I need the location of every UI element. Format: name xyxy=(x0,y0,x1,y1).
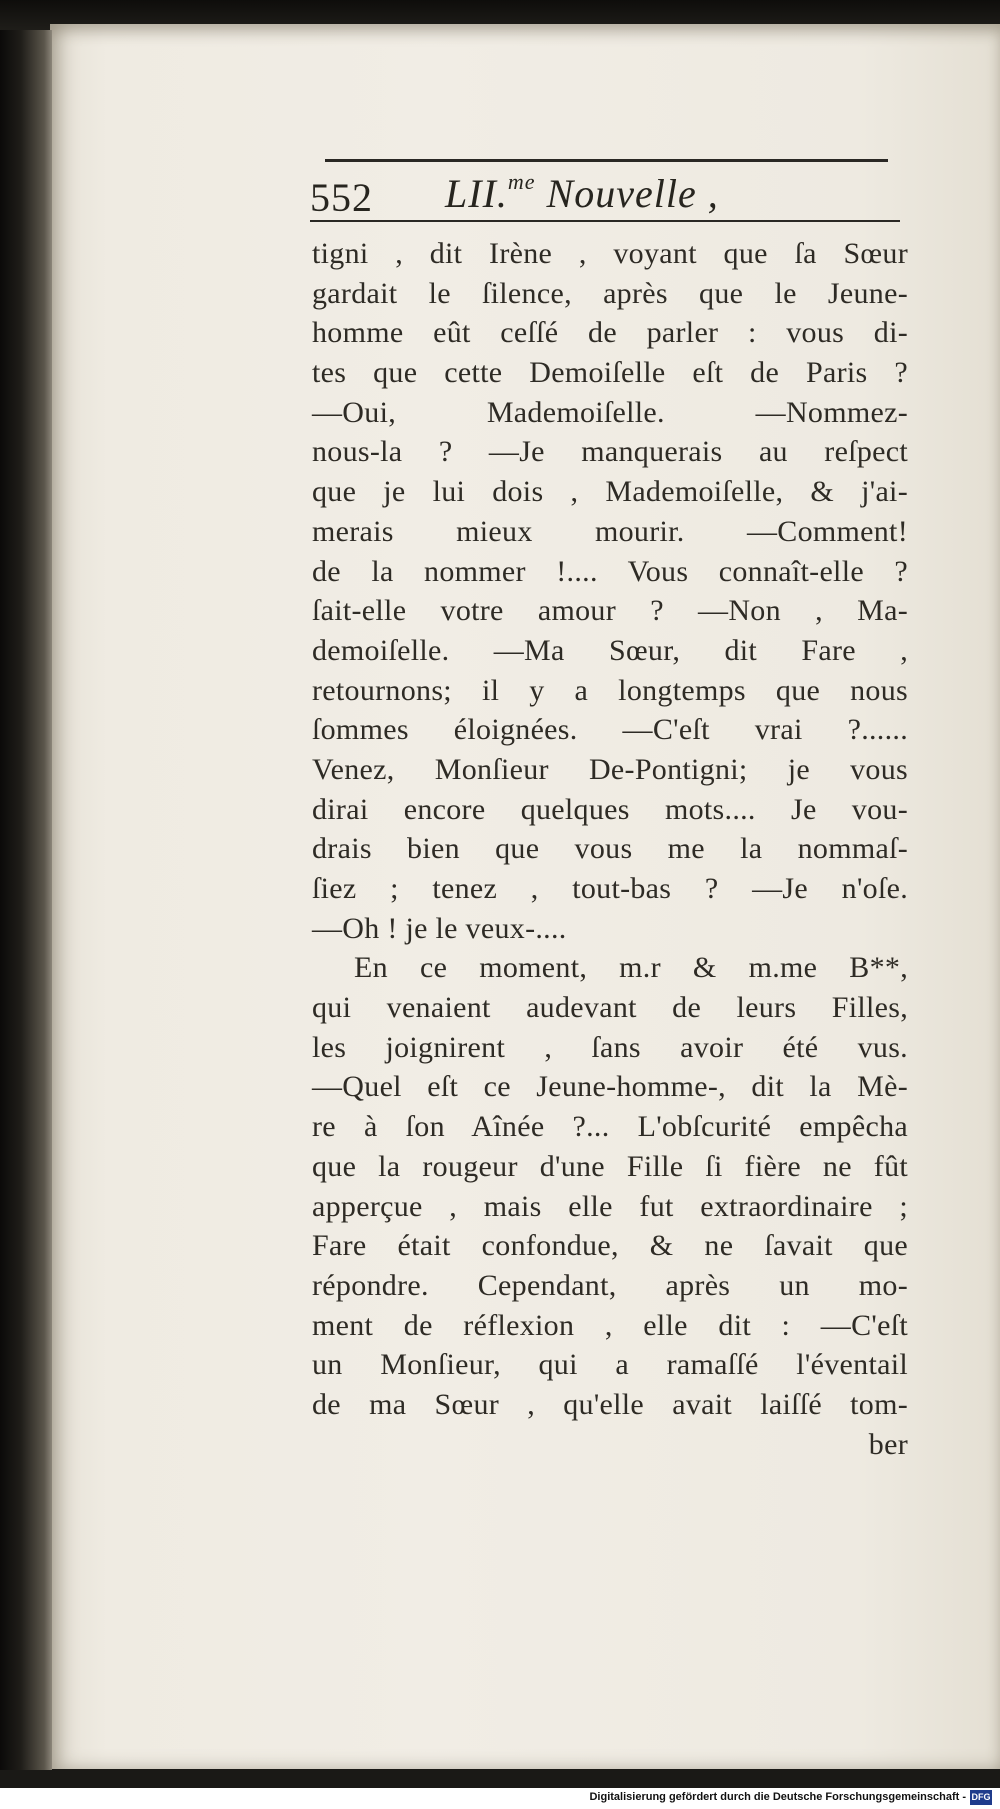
running-title-rest: Nouvelle , xyxy=(535,171,719,216)
text-line: tes que cette Demoiſelle eſt de Paris ? xyxy=(312,356,908,390)
text-line: re à ſon Aînée ?... L'obſcurité empêcha xyxy=(312,1110,908,1144)
text-line: que je lui dois , Mademoiſelle, & j'ai- xyxy=(312,475,908,509)
header-rule-bottom xyxy=(310,220,900,222)
text-line: —Oui, Mademoiſelle. —Nommez- xyxy=(312,395,908,429)
page-number: 552 xyxy=(310,175,373,220)
text-line: ſiez ; tenez , tout-bas ? —Je n'oſe. xyxy=(312,872,908,905)
text-line: que la rougeur d'une Fille ſi fière ne fût xyxy=(312,1149,908,1183)
text-line: de ma Sœur , qu'elle avait laiſſé tom- xyxy=(312,1387,908,1421)
book-binding-shadow xyxy=(0,30,52,1770)
text-line: demoiſelle. —Ma Sœur, dit Fare , xyxy=(312,633,908,667)
digitization-footer xyxy=(0,1788,1000,1809)
text-line: ſait-elle votre amour ? —Non , Ma- xyxy=(312,594,908,628)
text-line: En ce moment, m.r & m.me B**, xyxy=(354,951,908,985)
running-title-sup: me xyxy=(507,168,536,194)
body-text xyxy=(312,234,912,1464)
text-line: dirai encore quelques mots.... Je vou- xyxy=(312,792,908,826)
header-rule-top xyxy=(325,159,888,162)
text-line: les joignirent , ſans avoir été vus. xyxy=(312,1030,908,1064)
text-line: retournons; il y a longtemps que nous xyxy=(312,673,908,707)
text-line: drais bien que vous me la nommaſ- xyxy=(312,832,908,866)
text-line: Fare était confondue, & ne ſavait que xyxy=(312,1229,908,1263)
running-title xyxy=(445,170,719,217)
text-line: —Quel eſt ce Jeune-homme-, dit la Mè- xyxy=(312,1070,908,1104)
dfg-logo: DFG xyxy=(970,1790,992,1805)
text-line: gardait le ſilence, après que le Jeune- xyxy=(312,276,908,310)
text-line: un Monſieur, qui a ramaſſé l'éventail xyxy=(312,1348,908,1382)
funding-credit: Digitalisierung gefördert durch die Deutsche Forschungsgemeinschaft - xyxy=(589,1791,966,1803)
text-line: Venez, Monſieur De-Pontigni; je vous xyxy=(312,752,908,786)
text-line: merais mieux mourir. —Comment! xyxy=(312,514,908,548)
text-line: tigni , dit Irène , voyant que ſa Sœur xyxy=(312,237,908,270)
catchword: ber xyxy=(868,1427,908,1461)
running-title-main: LII. xyxy=(445,171,508,216)
text-line: —Oh ! je le veux-.... xyxy=(312,911,567,945)
text-line: qui venaient audevant de leurs Filles, xyxy=(312,991,908,1025)
text-line: répondre. Cependant, après un mo- xyxy=(312,1268,908,1302)
text-line: ſommes éloignées. —C'eſt vrai ?...... xyxy=(312,713,908,747)
text-line: nous-la ? —Je manquerais au reſpect xyxy=(312,435,908,469)
text-line: de la nommer !.... Vous connaît-elle ? xyxy=(312,554,908,588)
running-header xyxy=(310,170,890,220)
text-line: apperçue , mais elle fut extraordinaire ; xyxy=(312,1189,908,1223)
text-line: ment de réflexion , elle dit : —C'eſt xyxy=(312,1308,908,1342)
text-line: homme eût ceſſé de parler : vous di- xyxy=(312,316,908,350)
